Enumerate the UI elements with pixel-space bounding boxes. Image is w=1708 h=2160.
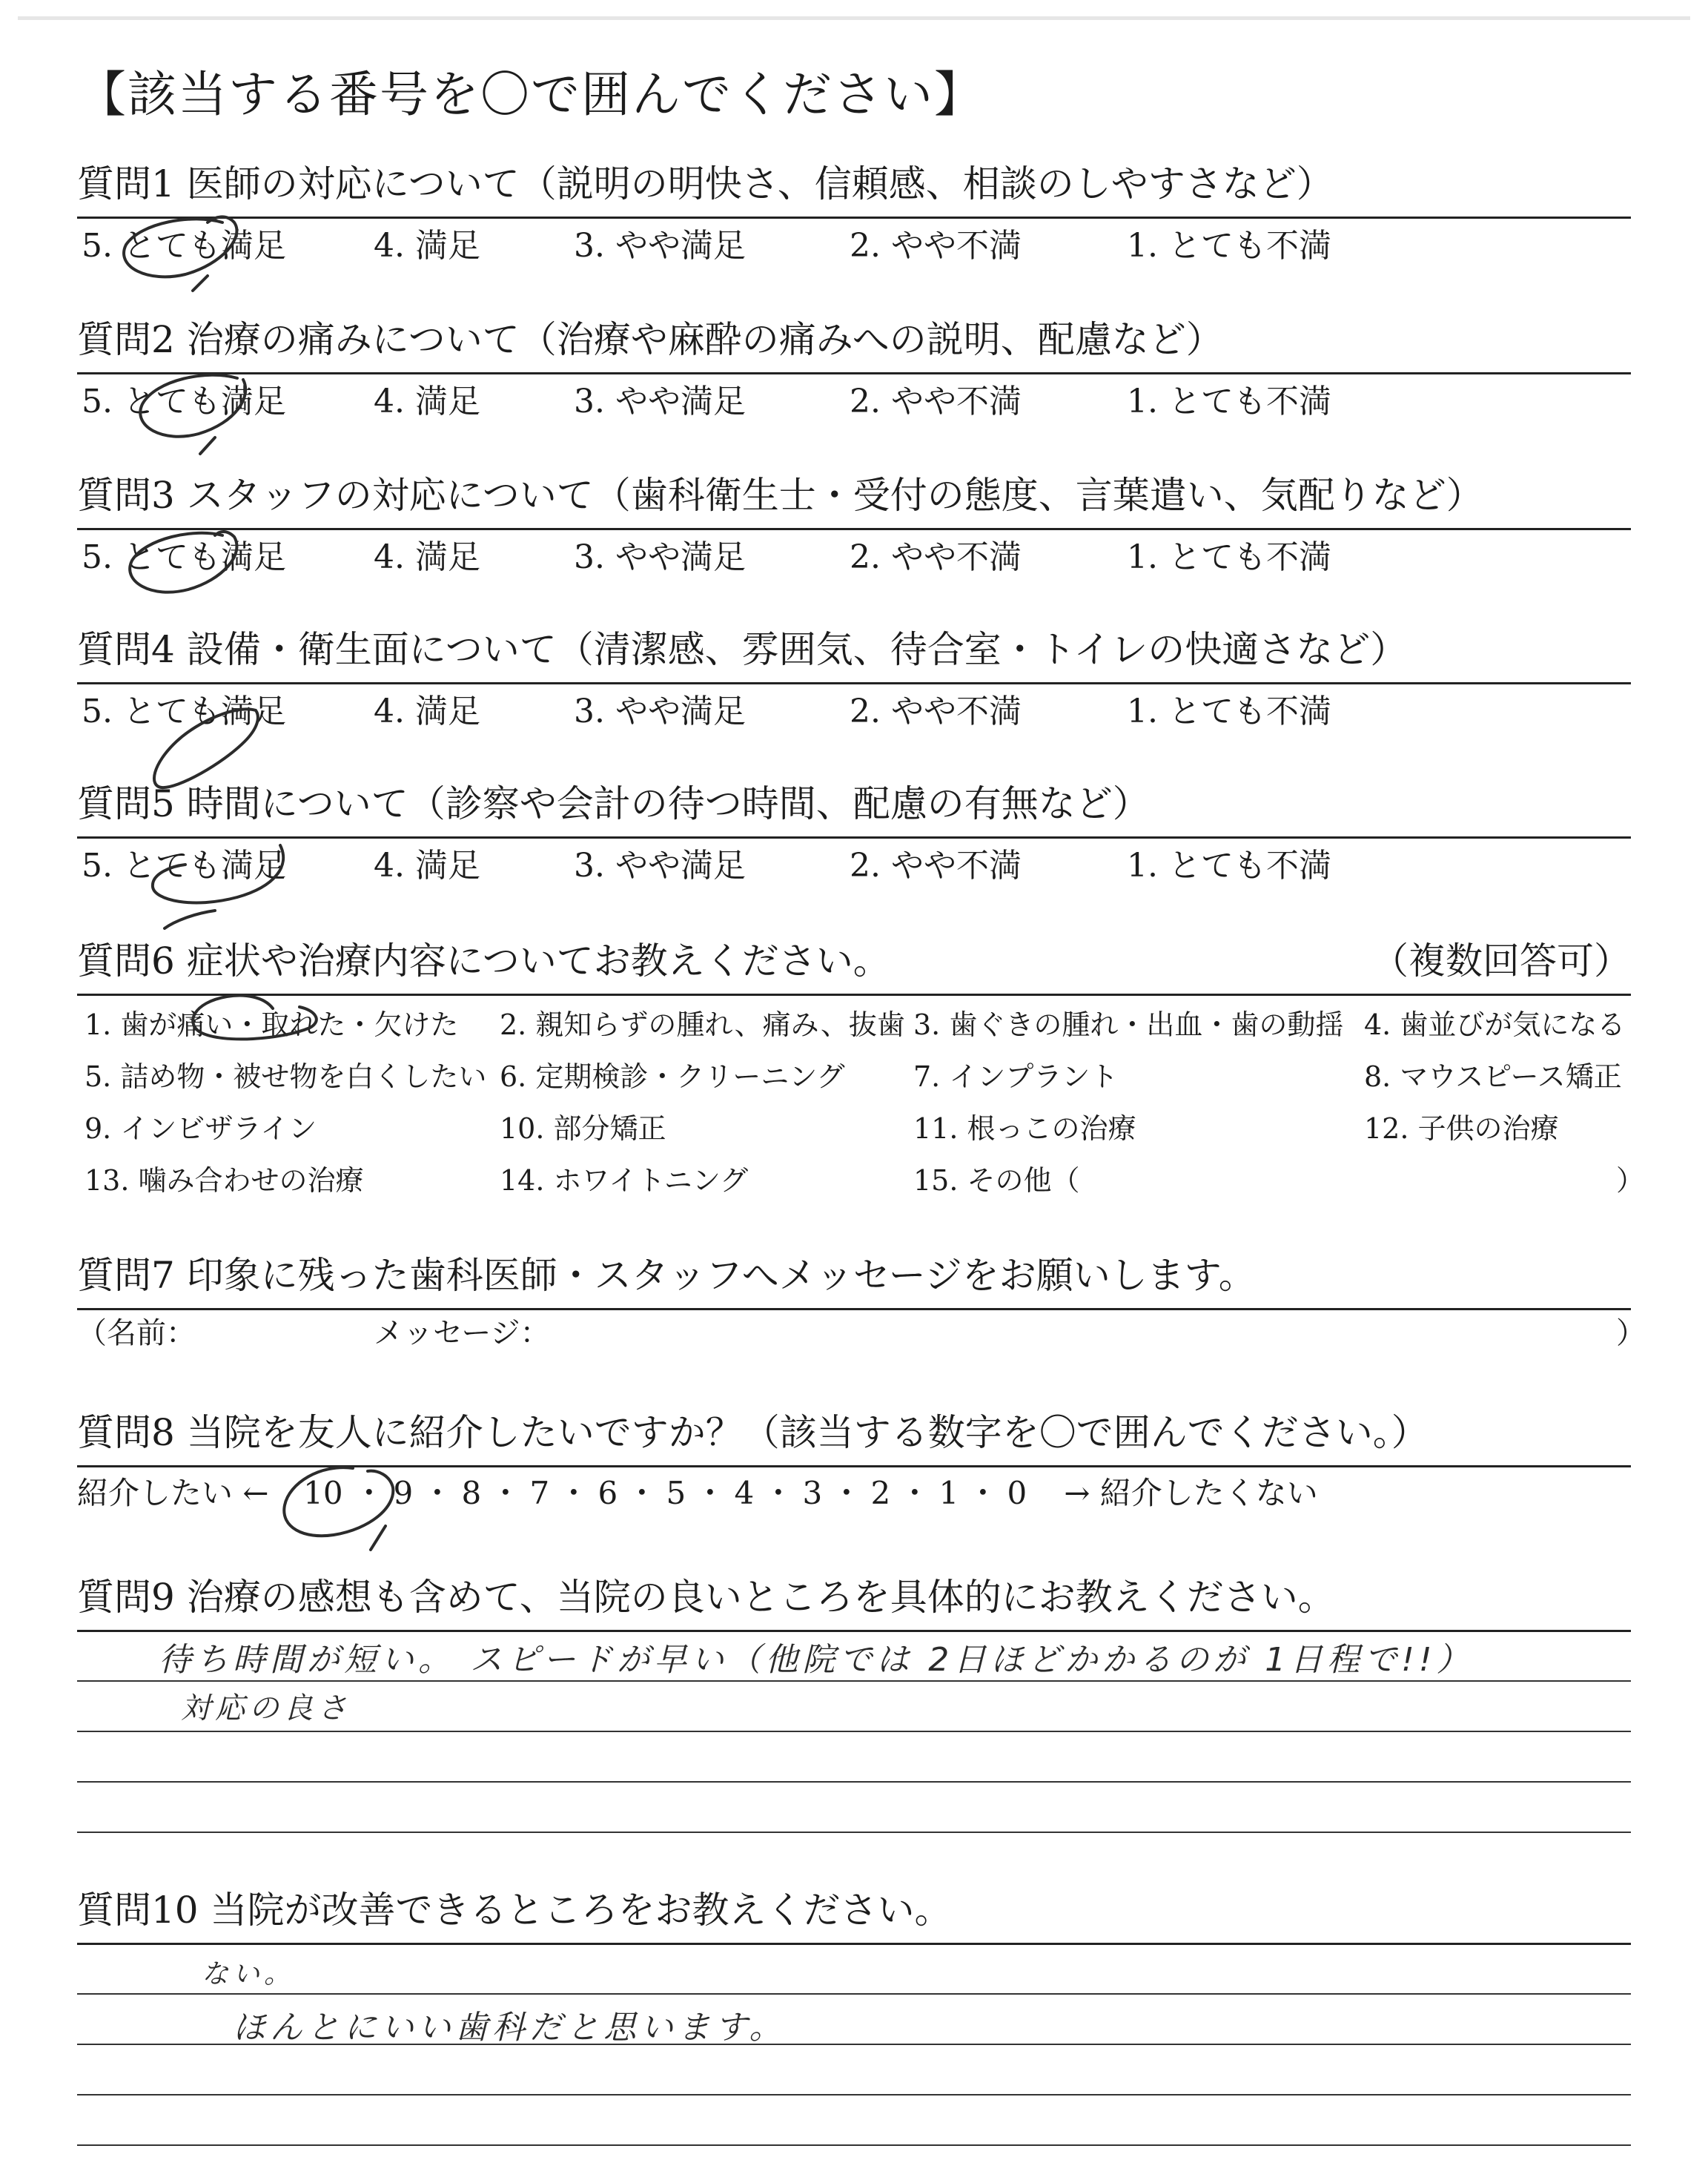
scale-separator: ・ — [489, 1475, 521, 1511]
rating-option-2[interactable]: 2. やや不満 — [850, 847, 1022, 885]
question-title: 質問4 設備・衛生面について（清潔感、雰囲気、待合室・トイレの快適さなど） — [77, 628, 1408, 671]
rating-option-5[interactable]: 5. とても満足 — [82, 227, 286, 265]
scale-value-8[interactable]: 8 — [461, 1475, 482, 1511]
symptom-option[interactable]: 4. 歯並びが気になる — [1364, 1008, 1626, 1041]
scale-separator: ・ — [762, 1475, 794, 1511]
symptom-option[interactable]: 8. マウスピース矯正 — [1364, 1060, 1622, 1093]
rating-option-3[interactable]: 3. やや満足 — [574, 227, 746, 265]
answer-line — [77, 2144, 1631, 2146]
rating-option-5[interactable]: 5. とても満足 — [82, 538, 286, 576]
question-rule — [77, 1943, 1631, 1945]
answer-line — [77, 1781, 1631, 1783]
scale-separator: ・ — [353, 1475, 385, 1511]
scale-value-0[interactable]: 0 — [1007, 1475, 1027, 1511]
rating-option-1[interactable]: 1. とても不満 — [1127, 383, 1331, 420]
question-title: 質問6 症状や治療内容についてお教えください。 — [77, 939, 890, 982]
message-close-paren: ） — [1616, 1316, 1646, 1350]
scale-value-10[interactable]: 10 — [303, 1475, 343, 1511]
rating-option-4[interactable]: 4. 満足 — [374, 693, 480, 730]
symptom-option[interactable]: 2. 親知らずの腫れ、痛み、抜歯 — [500, 1008, 905, 1041]
rating-option-3[interactable]: 3. やや満足 — [574, 847, 746, 885]
rating-option-5[interactable]: 5. とても満足 — [82, 847, 286, 885]
multiple-answer-note: （複数回答可） — [1371, 939, 1631, 982]
rating-option-2[interactable]: 2. やや不満 — [850, 383, 1022, 420]
scan-edge — [18, 16, 1690, 20]
other-close-paren: ） — [1616, 1164, 1645, 1197]
question-rule — [77, 836, 1631, 839]
symptom-option[interactable]: 7. インプラント — [913, 1060, 1119, 1093]
symptom-option[interactable]: 13. 噛み合わせの治療 — [85, 1164, 364, 1197]
question-title: 質問9 治療の感想も含めて、当院の良いところを具体的にお教えください。 — [77, 1576, 1335, 1619]
rating-option-1[interactable]: 1. とても不満 — [1127, 693, 1331, 730]
scale-separator: ・ — [421, 1475, 453, 1511]
scale-right-label: → 紹介したくない — [1064, 1475, 1318, 1511]
rating-option-5[interactable]: 5. とても満足 — [82, 693, 286, 730]
question-rule — [77, 682, 1631, 684]
scale-separator: ・ — [898, 1475, 930, 1511]
scale-value-4[interactable]: 4 — [734, 1475, 755, 1511]
scale-value-3[interactable]: 3 — [802, 1475, 823, 1511]
symptom-option[interactable]: 5. 詰め物・被せ物を白くしたい — [85, 1060, 487, 1093]
question-rule — [77, 994, 1631, 996]
handwritten-answer: ほんとにいい歯科だと思います。 — [233, 2009, 787, 2047]
recommend-scale — [77, 1473, 1318, 1514]
rating-option-2[interactable]: 2. やや不満 — [850, 538, 1022, 576]
symptom-option[interactable]: 11. 根っこの治療 — [913, 1112, 1136, 1145]
question-title: 質問7 印象に残った歯科医師・スタッフへメッセージをお願いします。 — [77, 1254, 1256, 1297]
scale-left-label: 紹介したい ← — [77, 1475, 269, 1511]
scale-separator: ・ — [830, 1475, 862, 1511]
question-rule — [77, 1308, 1631, 1310]
handwritten-answer: ない。 — [202, 1959, 296, 1989]
symptom-option[interactable]: 14. ホワイトニング — [500, 1164, 749, 1197]
message-label: メッセージ： — [374, 1316, 550, 1350]
rating-option-2[interactable]: 2. やや不満 — [850, 693, 1022, 730]
answer-line — [77, 1680, 1631, 1682]
answer-line — [77, 1993, 1631, 1995]
question-rule — [77, 1630, 1631, 1632]
question-rule — [77, 1465, 1631, 1467]
symptom-option[interactable]: 10. 部分矯正 — [500, 1112, 666, 1145]
scale-value-2[interactable]: 2 — [870, 1475, 891, 1511]
rating-option-4[interactable]: 4. 満足 — [374, 847, 480, 885]
rating-option-5[interactable]: 5. とても満足 — [82, 383, 286, 420]
answer-line — [77, 2094, 1631, 2095]
question-rule — [77, 217, 1631, 219]
rating-option-4[interactable]: 4. 満足 — [374, 538, 480, 576]
symptom-option[interactable]: 3. 歯ぐきの腫れ・出血・歯の動揺 — [913, 1008, 1344, 1041]
handwritten-answer: 対応の良さ — [181, 1691, 351, 1725]
symptom-option[interactable]: 6. 定期検診・クリーニング — [500, 1060, 845, 1093]
question-title: 質問5 時間について（診察や会計の待つ時間、配慮の有無など） — [77, 782, 1150, 825]
question-rule — [77, 528, 1631, 530]
question-title: 質問3 スタッフの対応について（歯科衛生士・受付の態度、言葉遣い、気配りなど） — [77, 474, 1483, 517]
question-title: 質問2 治療の痛みについて（治療や麻酔の痛みへの説明、配慮など） — [77, 318, 1223, 361]
symptom-option[interactable]: 12. 子供の治療 — [1364, 1112, 1559, 1145]
rating-option-1[interactable]: 1. とても不満 — [1127, 227, 1331, 265]
question-rule — [77, 372, 1631, 374]
scale-values — [297, 1473, 1032, 1514]
answer-line — [77, 1832, 1631, 1833]
rating-option-2[interactable]: 2. やや不満 — [850, 227, 1022, 265]
rating-option-1[interactable]: 1. とても不満 — [1127, 847, 1331, 885]
rating-option-4[interactable]: 4. 満足 — [374, 227, 480, 265]
scale-separator: ・ — [557, 1475, 589, 1511]
rating-option-3[interactable]: 3. やや満足 — [574, 538, 746, 576]
scale-separator: ・ — [694, 1475, 726, 1511]
question-title: 質問1 医師の対応について（説明の明快さ、信頼感、相談のしやすさなど） — [77, 162, 1334, 205]
symptom-option[interactable]: 15. その他（ — [913, 1164, 1080, 1197]
instruction-header: 【該当する番号を〇で囲んでください】 — [77, 66, 984, 123]
rating-option-4[interactable]: 4. 満足 — [374, 383, 480, 420]
name-label: （名前： — [77, 1316, 196, 1350]
handwritten-answer: 待ち時間が短い。 スピードが早い（他院では 2日ほどかかるのが 1日程で!!） — [159, 1641, 1474, 1679]
scale-value-5[interactable]: 5 — [666, 1475, 686, 1511]
scale-separator: ・ — [626, 1475, 658, 1511]
scale-value-1[interactable]: 1 — [939, 1475, 959, 1511]
scale-value-6[interactable]: 6 — [598, 1475, 618, 1511]
question-title: 質問10 当院が改善できるところをお教えください。 — [77, 1889, 952, 1932]
question-title: 質問8 当院を友人に紹介したいですか？（該当する数字を〇で囲んでください。） — [77, 1411, 1429, 1454]
scale-value-7[interactable]: 7 — [529, 1475, 550, 1511]
symptom-option[interactable]: 9. インビザライン — [85, 1112, 317, 1145]
scale-separator: ・ — [967, 1475, 999, 1511]
rating-option-1[interactable]: 1. とても不満 — [1127, 538, 1331, 576]
rating-option-3[interactable]: 3. やや満足 — [574, 383, 746, 420]
scale-value-9[interactable]: 9 — [393, 1475, 414, 1511]
symptom-option[interactable]: 1. 歯が痛い・取れた・欠けた — [85, 1008, 459, 1041]
rating-option-3[interactable]: 3. やや満足 — [574, 693, 746, 730]
answer-line — [77, 1731, 1631, 1732]
